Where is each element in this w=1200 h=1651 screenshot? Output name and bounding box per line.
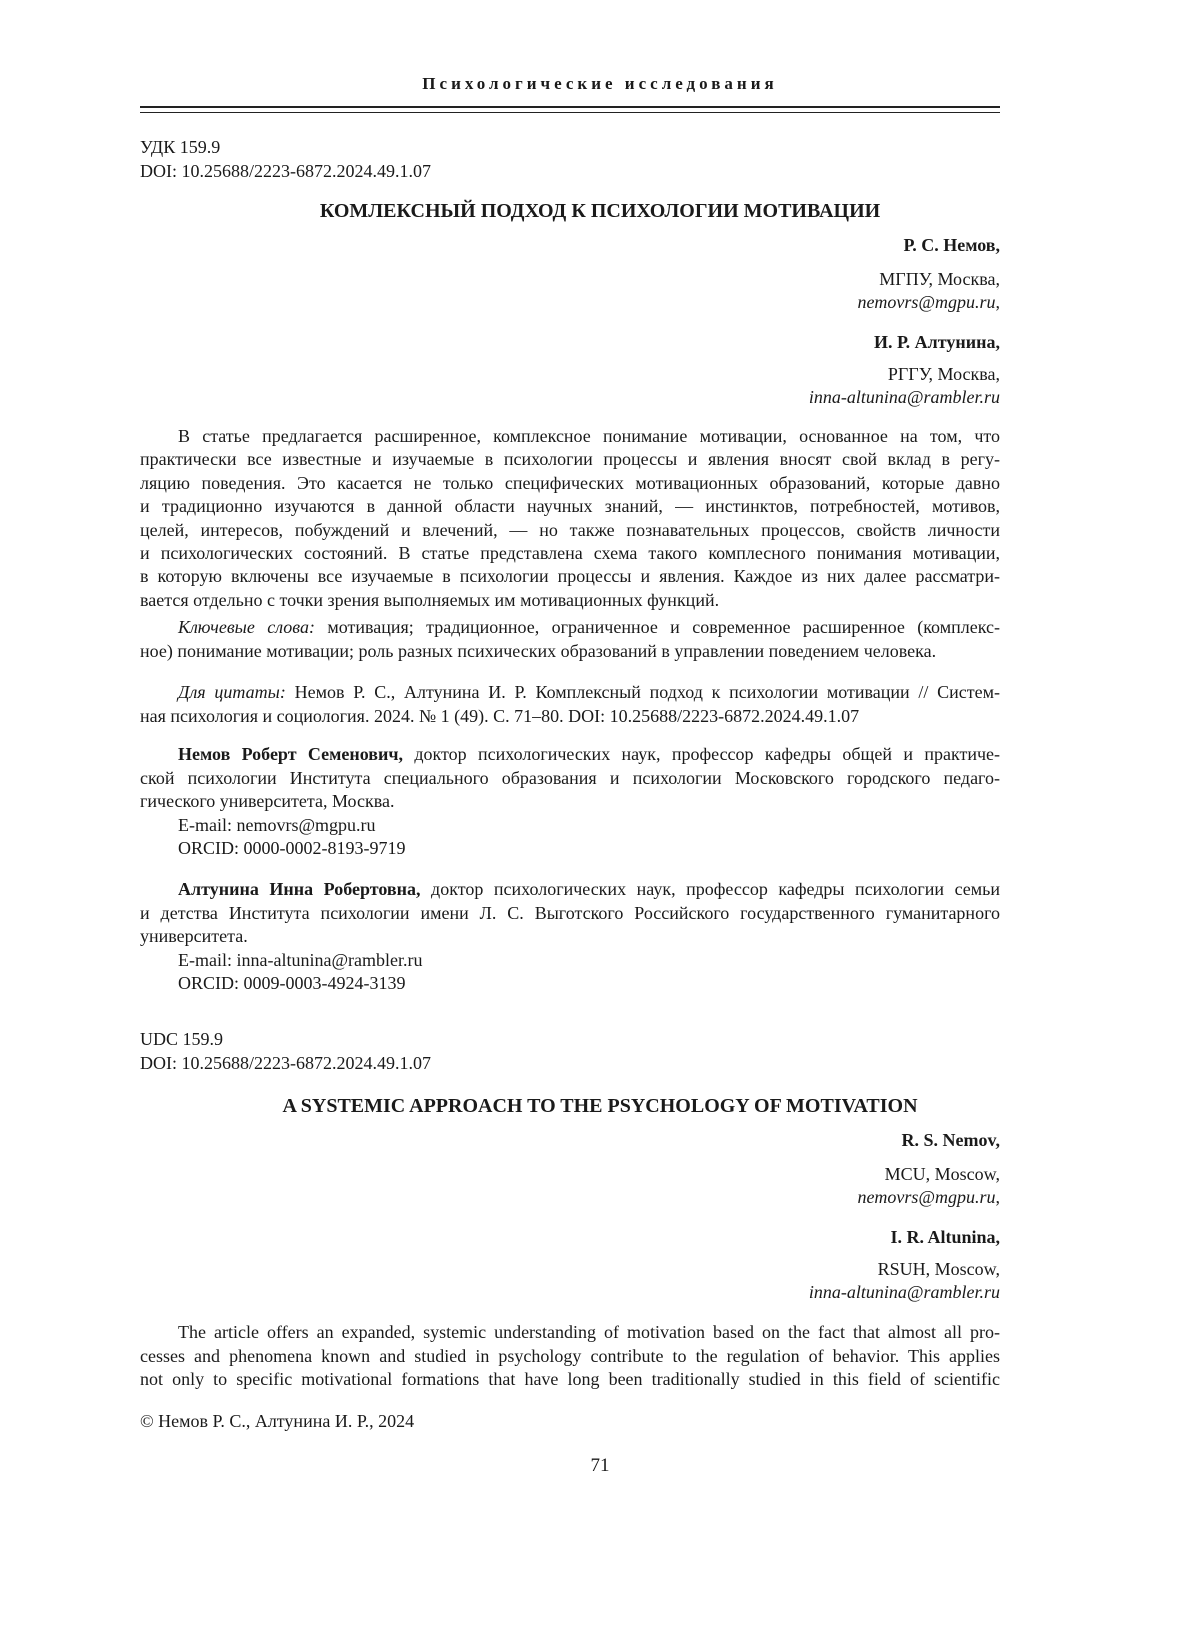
udk: УДК 159.9: [140, 136, 1000, 160]
author-bio-2: Алтунина Инна Робертовна, доктор психологических наук, профессор кафедры психологии семьи и детства Института психологии имени Л. С. Выготского Российского государственного гуманитарного университета. E-mail: inna-altunina@rambler.ru ORCID: 0009-0003-4924-3139: [140, 878, 1000, 996]
en-identifiers: [140, 1028, 1000, 1075]
author-affiliation: RSUH, Moscow,: [140, 1258, 1000, 1282]
header-rule: [140, 112, 1000, 113]
keywords-line: ное) понимание мотивации; роль разных психических образований в управлении поведением человека.: [140, 640, 1000, 664]
abstract-line: вается отдельно с точки зрения выполняемых им мотивационных функций.: [140, 589, 1000, 612]
en-author-2: [140, 1226, 1000, 1305]
author-name: R. S. Nemov,: [140, 1129, 1000, 1153]
abstract-line: not only to specific motivational formations that have long been traditionally studied in this field of scientific: [140, 1368, 1000, 1392]
abstract-line: в которую включены все изучаемые в психологии процессы и явления. Каждое из них далее рассматри-: [140, 565, 1000, 588]
author-bio-1: Немов Роберт Семенович, доктор психологических наук, профессор кафедры общей и практиче- ской психологии Института специального образования и психологии Московского городского педаго- гического университета, Москва. E-mail: nemovrs@mgpu.ru ORCID: 0000-0002-8193-9719: [140, 743, 1000, 861]
abstract-line: The article offers an expanded, systemic understanding of motivation based on the fact that almost all pro-: [140, 1321, 1000, 1345]
keywords-label: Ключевые слова:: [178, 617, 315, 637]
ru-identifiers: [140, 136, 1000, 183]
bio-line: университета.: [140, 925, 1000, 949]
abstract-line: целей, интересов, побуждений и влечений, — но также познавательных процессов, свойств личности: [140, 519, 1000, 542]
author-name: I. R. Altunina,: [140, 1226, 1000, 1250]
ru-author-1: Р. С. Немов, МГПУ, Москва, nemovrs@mgpu.ru,: [140, 234, 1000, 315]
running-header: Психологические исследования: [0, 74, 1200, 94]
author-email[interactable]: nemovrs@mgpu.ru: [857, 1187, 995, 1207]
abstract-line: и традиционно изучаются в данной области научных знаний, — инстинктов, потребностей, мотивов,: [140, 495, 1000, 518]
author-name: И. Р. Алтунина,: [140, 331, 1000, 355]
bio-name: Немов Роберт Семенович,: [178, 744, 403, 764]
author-email[interactable]: inna-altunina@rambler.ru: [809, 387, 1000, 407]
doi: DOI: 10.25688/2223-6872.2024.49.1.07: [140, 1052, 1000, 1076]
abstract-line: cesses and phenomena known and studied in psychology contribute to the regulation of behavior. This applies: [140, 1345, 1000, 1369]
bio-email: E-mail: inna-altunina@rambler.ru: [140, 949, 1000, 973]
ru-author-2: [140, 331, 1000, 410]
ru-abstract: [140, 425, 1000, 612]
author-email[interactable]: inna-altunina@rambler.ru: [809, 1282, 1000, 1302]
author-affiliation: РГГУ, Москва,: [140, 363, 1000, 387]
en-author-1: R. S. Nemov, MCU, Moscow, nemovrs@mgpu.ru,: [140, 1129, 1000, 1210]
en-abstract: [140, 1321, 1000, 1392]
abstract-line: практически все известные и изучаемые в психологии процессы и явления вносят свой вклад в регу-: [140, 448, 1000, 471]
author-email[interactable]: nemovrs@mgpu.ru: [857, 292, 995, 312]
ru-article-title: КОМЛЕКСНЫЙ ПОДХОД К ПСИХОЛОГИИ МОТИВАЦИИ: [0, 200, 1200, 223]
copyright: © Немов Р. С., Алтунина И. Р., 2024: [140, 1410, 1000, 1434]
page-number: 71: [0, 1455, 1200, 1477]
author-affiliation: MCU, Moscow,: [140, 1163, 1000, 1187]
udc: UDC 159.9: [140, 1028, 1000, 1052]
bio-line: и детства Института психологии имени Л. С. Выготского Российского государственного гуманитарного: [140, 902, 1000, 926]
abstract-line: ляцию поведения. Это касается не только специфических мотивационных образований, которые давно: [140, 472, 1000, 495]
bio-email: E-mail: nemovrs@mgpu.ru: [140, 814, 1000, 838]
ru-keywords: Ключевые слова: мотивация; традиционное, ограниченное и современное расширенное (комплекс- ное) понимание мотивации; роль разных психических образований в управлении поведением человека.: [140, 616, 1000, 663]
header-rule: [140, 106, 1000, 108]
doi: DOI: 10.25688/2223-6872.2024.49.1.07: [140, 160, 1000, 184]
author-affiliation: МГПУ, Москва,: [140, 268, 1000, 292]
abstract-line: В статье предлагается расширенное, комплексное понимание мотивации, основанное на том, что: [140, 425, 1000, 448]
citation-line: ная психология и социология. 2024. № 1 (49). С. 71–80. DOI: 10.25688/2223-6872.2024.49.1.07: [140, 705, 1000, 729]
bio-line: ской психологии Института специального образования и психологии Московского городского педаго-: [140, 767, 1000, 791]
bio-orcid: ORCID: 0009-0003-4924-3139: [140, 972, 1000, 996]
bio-orcid: ORCID: 0000-0002-8193-9719: [140, 837, 1000, 861]
author-name: Р. С. Немов,: [140, 234, 1000, 258]
bio-line: гического университета, Москва.: [140, 790, 1000, 814]
en-article-title: A SYSTEMIC APPROACH TO THE PSYCHOLOGY OF MOTIVATION: [0, 1095, 1200, 1118]
abstract-line: и психологических состояний. В статье представлена схема такого комплесного понимания мотивации,: [140, 542, 1000, 565]
bio-name: Алтунина Инна Робертовна,: [178, 879, 420, 899]
ru-citation: Для цитаты: Немов Р. С., Алтунина И. Р. Комплексный подход к психологии мотивации // Систем- ная психология и социология. 2024. № 1 (49). С. 71–80. DOI: 10.25688/2223-6872.2024.49.1.07: [140, 681, 1000, 728]
citation-label: Для цитаты:: [178, 682, 286, 702]
